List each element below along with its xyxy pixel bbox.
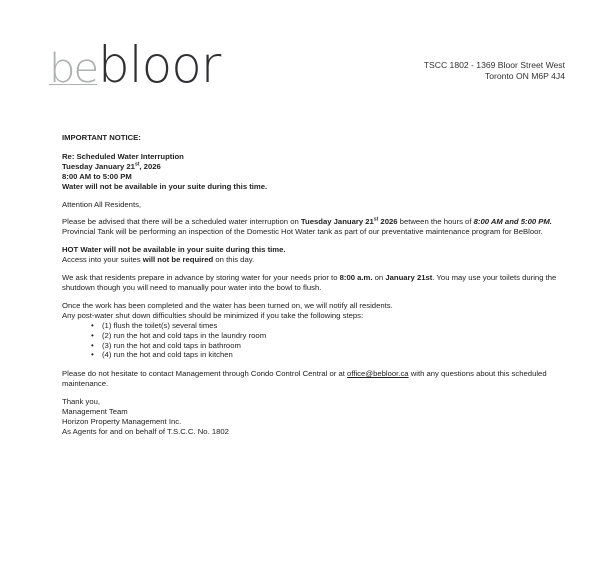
para1-text-2: between the hours of — [397, 217, 474, 227]
para4-line-1: Once the work has been completed and the water has been turned on, we will notify all residents. — [62, 300, 393, 310]
signoff-line: Thank you, — [62, 397, 101, 407]
paragraph-hot-water — [62, 245, 572, 265]
para3-time: 8:00 a.m. — [339, 273, 373, 283]
para1-date: Tuesday January 21 — [300, 217, 374, 227]
hot-water-warning: HOT Water will not be available in your suite during this time. — [62, 245, 286, 255]
list-item: • (3) run the hot and cold taps in bathroom — [102, 341, 572, 351]
list-item: • (2) run the hot and cold taps in the laundry room — [102, 331, 572, 341]
subject-line: Re: Scheduled Water Interruption — [62, 151, 184, 161]
notice-header-block — [62, 152, 572, 192]
logo-be: be — [48, 46, 98, 92]
paragraph-prepare — [62, 273, 572, 293]
paragraph-after-work — [62, 301, 572, 321]
signoff-line: Management Team — [62, 407, 128, 417]
para3-date: January 21st — [385, 273, 433, 283]
notice-title: IMPORTANT NOTICE: — [62, 133, 141, 142]
para2-bold: will not be required — [142, 255, 214, 265]
signoff-line: Horizon Property Management Inc. — [62, 416, 182, 426]
warning-line: Water will not be available in your suite during this time. — [62, 181, 268, 191]
bebloor-logo — [48, 36, 221, 94]
para3-text-2: on — [372, 273, 386, 283]
para5-text-1: Please do not hesitate to contact Management through Condo Control Central or at — [62, 369, 348, 379]
para2-text-2: on this day. — [213, 255, 255, 265]
date-text: Tuesday January 21 — [62, 161, 135, 171]
para1-text-3: Provincial Tank will be performing an inspection of the Domestic Hot Water tank as part of our preventative maintenance program for BeBloor. — [62, 227, 543, 237]
list-item: • (4) run the hot and cold taps in kitchen — [102, 350, 572, 360]
building-address — [424, 60, 565, 82]
para1-text-1: Please be advised that there will be a scheduled water interruption on — [62, 217, 301, 227]
para1-date-suffix: st — [373, 216, 379, 223]
para2-text-1: Access into your suites — [62, 255, 143, 265]
signoff-block — [62, 397, 572, 437]
para3-text-1: We ask that residents prepare in advance by storing water for your needs prior to — [62, 273, 340, 283]
address-line-1: TSCC 1802 - 1369 Bloor Street West — [423, 60, 565, 70]
paragraph-contact — [62, 369, 572, 389]
para3-text-3: . You may use your toilets during the shutdown though you will need to manually pour water into the bowl to flush. — [62, 273, 557, 292]
steps-list — [62, 321, 572, 361]
date-year: , 2026 — [139, 161, 161, 171]
notice-body — [62, 133, 572, 437]
list-item: • (1) flush the toilet(s) several times — [102, 321, 572, 331]
paragraph-advisory — [62, 217, 572, 237]
para1-year: 2026 — [378, 217, 398, 227]
email-link[interactable]: office@bebloor.ca — [347, 369, 409, 379]
logo-bloor: bloor — [98, 36, 221, 94]
para5-text-2: with any questions about this scheduled maintenance. — [62, 369, 547, 389]
signoff-line: As Agents for and on behalf of T.S.C.C. No. 1802 — [62, 426, 229, 436]
greeting: Attention All Residents, — [62, 199, 142, 209]
address-line-2: Toronto ON M6P 4J4 — [484, 71, 565, 81]
date-suffix: st — [134, 161, 140, 168]
para1-hours: 8:00 AM and 5:00 PM. — [473, 217, 552, 227]
para4-line-2: Any post-water shut down difficulties should be minimized if you take the following steps: — [62, 310, 364, 320]
time-line: 8:00 AM to 5:00 PM — [62, 171, 132, 181]
date-line — [62, 162, 572, 172]
